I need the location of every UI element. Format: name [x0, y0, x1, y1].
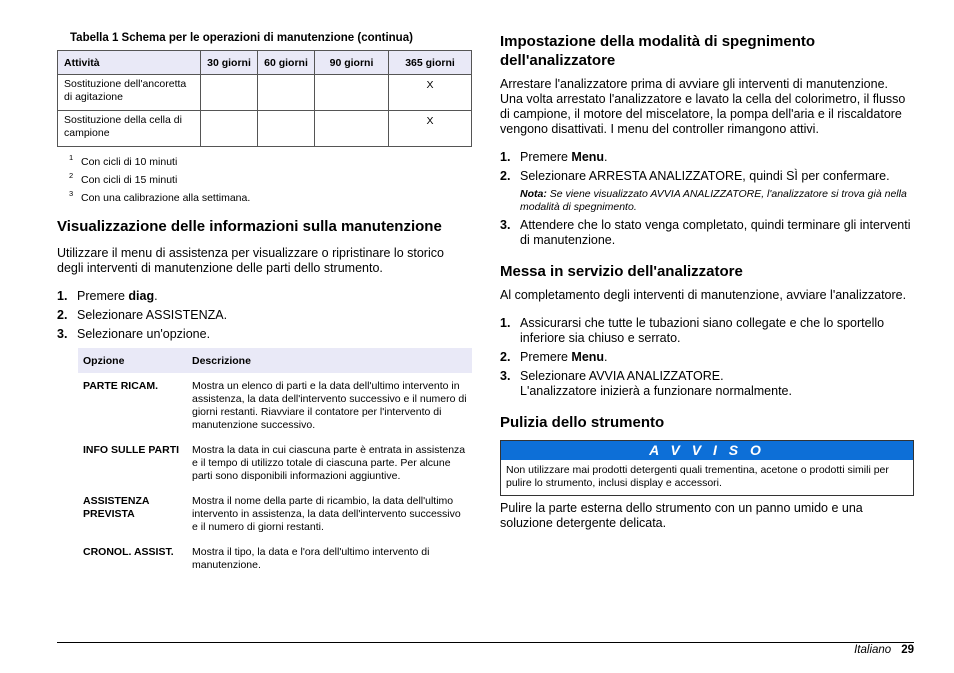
step-result: L'analizzatore inizierà a funzionare normalmente.: [520, 384, 792, 398]
option-description: Mostra la data in cui ciascuna parte è entrata in assistenza e il tempo di utilizzo totale di ciascuna parte. Per alcune parti sono disponibili informazioni aggiuntive.: [192, 444, 466, 482]
footnote-text: Con cicli di 15 minuti: [81, 174, 178, 186]
list-item: [57, 289, 472, 304]
header-60-giorni: 60 giorni: [258, 51, 315, 75]
footnote: [69, 151, 472, 169]
header-365-giorni: 365 giorni: [389, 51, 472, 75]
shutdown-steps: [500, 150, 914, 248]
table-row: [58, 111, 472, 147]
list-item: [500, 369, 914, 399]
header-30-giorni: 30 giorni: [201, 51, 258, 75]
step-text: Attendere che lo stato venga completato, quindi terminare gli interventi di manutenzione.: [520, 218, 911, 247]
heading-info-manutenzione: Visualizzazione delle informazioni sulla manutenzione: [57, 218, 442, 235]
cleaning-body: Pulire la parte esterna dello strumento con un panno umido e una soluzione detergente delicata.: [500, 501, 863, 530]
step-number: 2.: [57, 308, 68, 322]
note-label: Nota:: [520, 188, 547, 200]
maintenance-table: [57, 50, 472, 147]
option-name: PARTE RICAM.: [83, 380, 159, 392]
list-item: [500, 150, 914, 165]
header-attivita: Attività: [58, 51, 201, 75]
cell-activity: Sostituzione della cella di campione: [58, 111, 201, 147]
step-text: Assicurarsi che tutte le tubazioni siano collegate e che lo sportello inferiore sia chiuso e serrato.: [520, 316, 885, 345]
list-item: [500, 350, 914, 365]
info-steps: [57, 289, 472, 342]
footnote: [69, 169, 472, 187]
footer-language: Italiano: [854, 644, 892, 656]
list-item: [500, 316, 914, 346]
step-text-end: .: [154, 289, 158, 303]
page-number: 29: [901, 644, 914, 656]
step-text: Selezionare un'opzione.: [77, 327, 211, 341]
footnote: [69, 187, 472, 205]
cell-activity: Sostituzione dell'ancoretta di agitazione: [58, 75, 201, 111]
step-text: Selezionare ASSISTENZA.: [77, 308, 228, 322]
options-table: [78, 348, 472, 577]
option-name: ASSISTENZA PREVISTA: [83, 495, 150, 520]
startup-steps: [500, 316, 914, 399]
step-key: Menu: [571, 150, 605, 164]
heading-pulizia: Pulizia dello strumento: [500, 414, 665, 431]
step-text: Premere: [77, 289, 129, 303]
step-number: 3.: [500, 369, 511, 383]
startup-intro: Al completamento degli interventi di manutenzione, avviare l'analizzatore.: [500, 288, 907, 302]
table-row: [78, 488, 472, 539]
header-opzione: Opzione: [78, 348, 187, 373]
step-text-end: .: [604, 350, 608, 364]
shutdown-note: [520, 188, 914, 214]
step-text: Premere: [520, 350, 572, 364]
step-text: Selezionare ARRESTA ANALIZZATORE, quindi SÌ per confermare.: [520, 169, 890, 183]
page-footer: [854, 644, 914, 656]
right-column: [500, 32, 914, 531]
notice-text: Non utilizzare mai prodotti detergenti quali trementina, acetone o prodotti simili per pulire lo strumento, inclusi display e accessori.: [506, 464, 889, 489]
step-text: Premere: [520, 150, 572, 164]
footnote-text: Con una calibrazione alla settimana.: [81, 192, 251, 204]
header-descrizione: Descrizione: [187, 348, 472, 373]
notice-title: A V V I S O: [501, 441, 913, 460]
cell-365: X: [389, 75, 472, 111]
step-number: 3.: [57, 327, 68, 341]
note-text: Se viene visualizzato AVVIA ANALIZZATORE, l'analizzatore si trova già nella modalità di spegnimento.: [520, 188, 907, 213]
table-header-row: [58, 51, 472, 75]
heading-messa-in-servizio: Messa in servizio dell'analizzatore: [500, 263, 743, 280]
table-row: [78, 539, 472, 577]
cell-90: [315, 111, 389, 147]
step-number: 2.: [500, 350, 511, 364]
table-caption: Tabella 1 Schema per le operazioni di manutenzione (continua): [70, 32, 413, 44]
step-number: 1.: [500, 150, 511, 164]
footer-divider: [57, 642, 914, 643]
cell-365: X: [389, 111, 472, 147]
step-number: 1.: [57, 289, 68, 303]
cell-30: [201, 111, 258, 147]
step-key: Menu: [571, 350, 605, 364]
step-number: 3.: [500, 218, 511, 232]
list-item: [57, 308, 472, 323]
cell-60: [258, 111, 315, 147]
footnote-text: Con cicli di 10 minuti: [81, 156, 178, 168]
cell-90: [315, 75, 389, 111]
notice-box: [500, 440, 914, 496]
step-number: 2.: [500, 169, 511, 183]
shutdown-intro: Arrestare l'analizzatore prima di avviare gli interventi di manutenzione. Una volta arrestato l'analizzatore e lavato la cella del colorimetro, il flusso di campione, il motore del miscelatore, la pompa dell'aria e il riscaldatore vengono disattivati. I menu del controller rimangono attivi.: [500, 77, 906, 136]
step-text: Selezionare AVVIA ANALIZZATORE.: [520, 369, 724, 383]
cell-30: [201, 75, 258, 111]
option-name: INFO SULLE PARTI: [83, 444, 180, 456]
step-text-end: .: [604, 150, 608, 164]
list-item: [57, 327, 472, 342]
option-description: Mostra il tipo, la data e l'ora dell'ultimo intervento di manutenzione.: [192, 546, 430, 571]
step-key: diag: [128, 289, 155, 303]
options-header-row: [78, 348, 472, 373]
table-row: [58, 75, 472, 111]
option-name: CRONOL. ASSIST.: [83, 546, 174, 558]
info-intro: Utilizzare il menu di assistenza per visualizzare o ripristinare lo storico degli interventi di manutenzione delle parti dello strumento.: [57, 246, 444, 275]
table-footnotes: [69, 151, 472, 205]
footnote-number: 3: [69, 189, 74, 198]
step-number: 1.: [500, 316, 511, 330]
list-item: [500, 169, 914, 214]
table-row: [78, 373, 472, 437]
footnote-number: 1: [69, 153, 74, 162]
left-column: [57, 32, 472, 577]
heading-spegnimento: Impostazione della modalità di spegnimento dell'analizzatore: [500, 33, 816, 69]
cell-60: [258, 75, 315, 111]
table-row: [78, 437, 472, 488]
list-item: [500, 218, 914, 248]
header-90-giorni: 90 giorni: [315, 51, 389, 75]
option-description: Mostra un elenco di parti e la data dell'ultimo intervento in assistenza, la data dell'intervento successivo e il numero di giorni restanti. Riavviare il contatore per l'intervento di manutenzione successivo.: [192, 380, 467, 431]
footnote-number: 2: [69, 171, 74, 180]
option-description: Mostra il nome della parte di ricambio, la data dell'ultimo intervento in assistenza, la data dell'intervento successivo e il numero di giorni restanti.: [192, 495, 461, 533]
